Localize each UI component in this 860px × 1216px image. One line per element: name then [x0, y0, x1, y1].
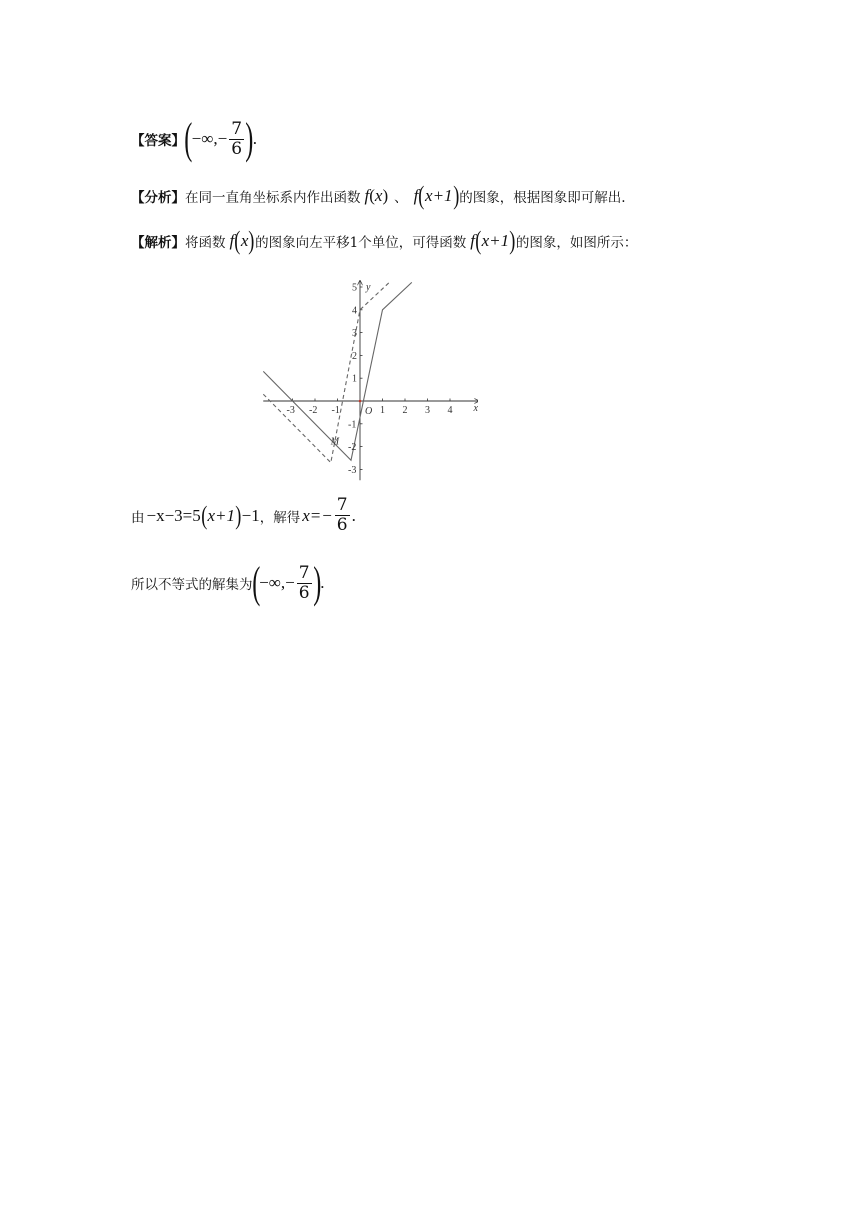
- equation-line: [131, 496, 356, 535]
- analysis-text-1: 在同一直角坐标系内作出函数: [185, 190, 361, 206]
- x-tick-label: 3: [425, 405, 430, 416]
- equation-fraction: [335, 496, 350, 535]
- x-tick-label: -2: [309, 405, 318, 416]
- function-graph: [258, 279, 478, 484]
- equation-fraction-numerator: 7: [336, 495, 348, 515]
- equation-paren-close: ): [235, 500, 242, 530]
- conclusion-fraction-numerator: 7: [298, 562, 310, 583]
- solution-f-2: f: [470, 231, 475, 250]
- answer-label: 【答案】: [131, 133, 185, 149]
- x-tick-label: -1: [331, 405, 340, 416]
- equation-period: .: [351, 505, 356, 525]
- origin-label: O: [365, 406, 373, 417]
- equation-rhs: −1: [241, 505, 260, 525]
- x-tick-label: 2: [402, 405, 408, 416]
- analysis-bigparen-open: (: [418, 181, 425, 210]
- y-tick-label: 4: [352, 305, 357, 317]
- answer-comma-minus: ,−: [213, 129, 228, 148]
- equation-inner: x+1: [207, 505, 235, 525]
- conclusion-fraction: [297, 564, 312, 603]
- analysis-separator: 、: [394, 190, 408, 206]
- original-graph-line: [263, 282, 412, 460]
- analysis-f-1: f: [364, 186, 370, 205]
- equation-prefix: 由: [131, 509, 145, 526]
- x-axis-label: x: [473, 403, 478, 414]
- equation-lhs: −x−3=5: [146, 505, 201, 525]
- solution-text-1: 将函数: [185, 235, 226, 251]
- answer-fraction: [229, 120, 244, 159]
- analysis-text-2: 的图象，根据图象即可解出.: [459, 190, 626, 206]
- conclusion-neg-infinity: −∞: [259, 573, 281, 592]
- solution-line: [131, 228, 637, 254]
- graph-axes: [263, 281, 478, 480]
- answer-line: [131, 114, 257, 163]
- point-m-label: M: [330, 436, 340, 448]
- analysis-x-plus-1: x+1: [425, 186, 453, 205]
- answer-fraction-denominator: 6: [231, 138, 243, 159]
- solution-f-1: f: [229, 231, 235, 250]
- conclusion-comma-minus: ,−: [280, 573, 295, 592]
- solution-text-2: 的图象向左平移1个单位，可得函数: [255, 235, 467, 251]
- y-tick-label: -3: [348, 464, 357, 476]
- y-tick-label: 2: [352, 350, 357, 362]
- x-tick-label: 4: [447, 405, 453, 416]
- solution-paren-close-2: ): [509, 226, 516, 255]
- answer-period: .: [252, 129, 257, 148]
- equation-mid: ，解得: [259, 509, 301, 526]
- analysis-f-2: f: [413, 186, 419, 205]
- answer-neg-infinity: −∞: [191, 129, 214, 148]
- origin-point: [359, 400, 362, 403]
- analysis-paren-close: ): [382, 186, 389, 205]
- equation-fraction-denominator: 6: [336, 515, 348, 535]
- equation-paren-open: (: [201, 500, 208, 530]
- y-tick-label: 3: [352, 328, 357, 340]
- x-tick-label: 1: [380, 405, 385, 416]
- conclusion-right-paren: ): [312, 558, 321, 607]
- analysis-x: x: [374, 186, 383, 205]
- analysis-label: 【分析】: [131, 190, 185, 206]
- y-axis-label: y: [366, 282, 371, 293]
- answer-fraction-numerator: 7: [231, 118, 243, 139]
- solution-label: 【解析】: [131, 235, 185, 251]
- analysis-paren-open: (: [369, 186, 375, 205]
- y-tick-label: 1: [352, 373, 357, 385]
- solution-x-plus-1: x+1: [481, 231, 510, 250]
- conclusion-left-paren: (: [251, 558, 260, 607]
- conclusion-fraction-denominator: 6: [298, 582, 310, 603]
- left-paren: (: [184, 114, 193, 163]
- analysis-bigparen-close: ): [452, 181, 459, 210]
- right-paren: ): [245, 114, 254, 163]
- x-tick-label: -3: [286, 405, 295, 416]
- equation-x-equals: x=−: [302, 505, 333, 525]
- solution-text-3: 的图象，如图所示：: [515, 235, 638, 251]
- y-tick-label: -2: [348, 442, 357, 454]
- conclusion-line: [131, 558, 325, 607]
- solution-paren-close-1: ): [248, 226, 255, 255]
- solution-x: x: [240, 231, 249, 250]
- solution-paren-open-1: (: [234, 226, 241, 255]
- conclusion-text: 所以不等式的解集为: [131, 577, 253, 593]
- analysis-line: [131, 183, 626, 209]
- y-tick-label: -1: [348, 419, 357, 431]
- y-tick-label: 5: [352, 282, 357, 294]
- solution-paren-open-2: (: [475, 226, 482, 255]
- conclusion-period: .: [320, 573, 325, 592]
